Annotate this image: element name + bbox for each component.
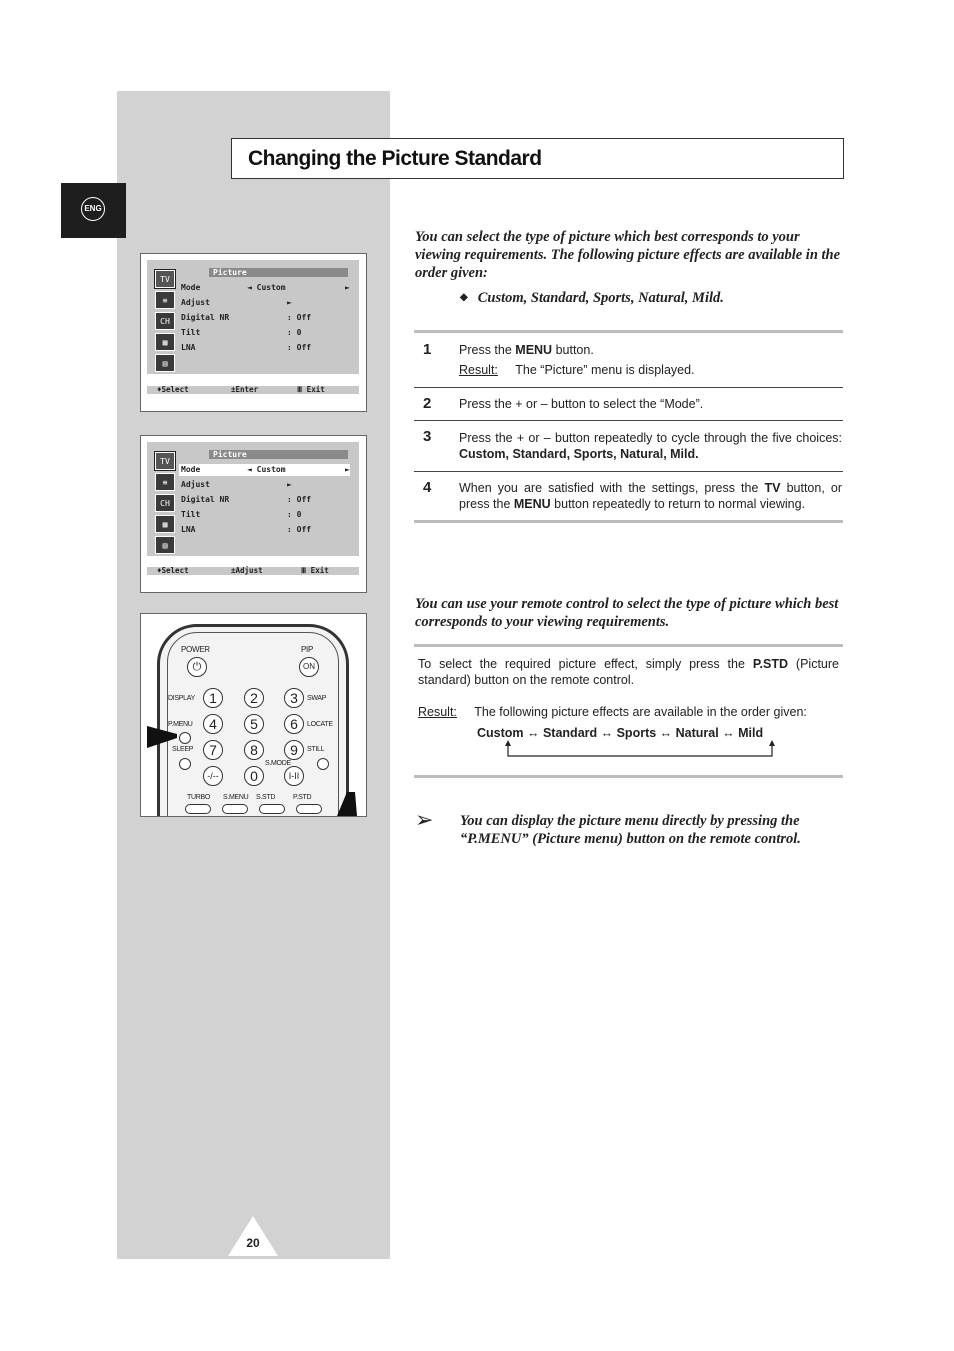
tip-text: You can display the picture menu directly by pressing the “P.MENU” (Picture menu) button on the remote control. [460, 813, 801, 847]
smenu-label: S.MENU [223, 794, 249, 801]
osd-row-mode: Mode ◄ Custom ► [181, 465, 350, 474]
setup-icon: ▦ [155, 515, 175, 533]
language-badge: ENG [81, 197, 105, 221]
pstd-label: P.STD [293, 794, 312, 801]
page-title: Changing the Picture Standard [248, 147, 542, 170]
remote-intro-paragraph: You can use your remote control to select the type of picture which best corresponds to your viewing requirements. [415, 596, 839, 630]
pip-icon: ▤ [155, 354, 175, 372]
language-tab [61, 183, 126, 238]
picture-effect-cycle: Custom ↔ Standard ↔ Sports ↔ Natural ↔ Mild [477, 726, 764, 740]
pip-label: PIP [301, 645, 313, 654]
pip-on-button: ON [299, 657, 319, 677]
tv-icon: TV [155, 452, 175, 470]
turbo-label: TURBO [187, 794, 211, 801]
digit-2-button: 2 [244, 688, 264, 708]
power-button: ⏻ [187, 657, 207, 677]
remote-result: Result: The following picture effects are available in the order given: [418, 705, 807, 719]
osd-row-lna: LNA : Off [181, 525, 312, 534]
cycle-return-arrow [500, 740, 780, 760]
power-label: POWER [181, 645, 210, 654]
osd-menu [147, 260, 359, 374]
sstd-label: S.STD [256, 794, 276, 801]
swap-label: SWAP [307, 695, 327, 702]
step-2-text: Press the + or – button to select the “Mode”. [459, 397, 704, 411]
channel-icon: CH [155, 494, 175, 512]
still-label: STILL [307, 746, 325, 753]
digit-4-button: 4 [203, 714, 223, 734]
sound-icon: ≡ [155, 473, 175, 491]
digit-9-button: 9 [284, 740, 304, 760]
pointer-arrows [141, 614, 366, 816]
diamond-icon: ◆ [460, 292, 468, 303]
digit-1-button: 1 [203, 688, 223, 708]
step-1-text: Press the MENU button. [459, 343, 594, 357]
locate-label: LOCATE [307, 721, 333, 728]
osd-screenshot-2 [140, 435, 367, 593]
osd-row-tilt: Tilt : 0 [181, 510, 302, 519]
osd-icon-column [155, 270, 177, 375]
digit-8-button: 8 [244, 740, 264, 760]
osd-footer: ♦Select ±Adjust Ⅲ Exit [147, 567, 359, 575]
step-1-result: Result: The “Picture” menu is displayed. [459, 363, 695, 377]
osd-row-digital-nr: Digital NR : Off [181, 495, 312, 504]
pmenu-label: P.MENU [168, 721, 193, 728]
dash-button: -/-- [203, 766, 223, 786]
osd-screenshot-1 [140, 253, 367, 412]
osd-icon-column [155, 452, 177, 557]
digit-6-button: 6 [284, 714, 304, 734]
remote-top-rule [414, 644, 843, 647]
osd-menu [147, 442, 359, 556]
osd-footer: ♦Select ±Enter Ⅲ Exit [147, 386, 359, 394]
setup-icon: ▦ [155, 333, 175, 351]
osd-row-lna: LNA : Off [181, 343, 312, 352]
sleep-label: SLEEP [172, 746, 194, 753]
tv-icon: TV [155, 270, 175, 288]
steps-top-rule [414, 330, 843, 333]
title-box [231, 138, 844, 179]
step-number: 2 [423, 395, 432, 412]
step-4-text: When you are satisfied with the settings, press the TV button, or press the MENU button repeatedly to return to normal viewing. [459, 481, 842, 511]
osd-row-adjust: Adjust ► [181, 298, 292, 307]
osd-row-digital-nr: Digital NR : Off [181, 313, 312, 322]
pip-icon: ▤ [155, 536, 175, 554]
divider [414, 471, 843, 472]
remote-control-illustration [140, 613, 367, 817]
step-number: 1 [423, 341, 432, 358]
note-arrow-icon: ➢ [415, 807, 434, 832]
intro-paragraph: You can select the type of picture which best corresponds to your viewing requirements. The following picture effects are available in the order given: [415, 229, 841, 281]
smode-label: S.MODE [265, 760, 291, 767]
digit-5-button: 5 [244, 714, 264, 734]
digit-0-button: 0 [244, 766, 264, 786]
divider [414, 420, 843, 421]
picture-effects-bullet: ◆ Custom, Standard, Sports, Natural, Mild. [460, 290, 724, 306]
divider [414, 387, 843, 388]
osd-row-adjust: Adjust ► [181, 480, 292, 489]
remote-bottom-rule [414, 775, 843, 778]
dual-button: I-II [284, 766, 304, 786]
step-number: 3 [423, 428, 432, 445]
step-number: 4 [423, 479, 432, 496]
pmenu-pointer [147, 726, 177, 748]
osd-title: Picture [209, 268, 348, 277]
digit-7-button: 7 [203, 740, 223, 760]
osd-row-mode: Mode ◄ Custom ► [181, 283, 350, 292]
osd-row-tilt: Tilt : 0 [181, 328, 302, 337]
step-3-text: Press the + or – button repeatedly to cycle through the five choices: Custom, Standard, Sports, Natural, Mild. [459, 431, 842, 461]
osd-title: Picture [209, 450, 348, 459]
channel-icon: CH [155, 312, 175, 330]
sound-icon: ≡ [155, 291, 175, 309]
remote-instruction: To select the required picture effect, simply press the P.STD (Picture standard) button on the remote control. [418, 657, 839, 687]
steps-bottom-rule [414, 520, 843, 523]
page-number: 20 [246, 1236, 260, 1250]
pstd-pointer [337, 792, 357, 816]
display-label: DISPLAY [168, 695, 195, 702]
digit-3-button: 3 [284, 688, 304, 708]
